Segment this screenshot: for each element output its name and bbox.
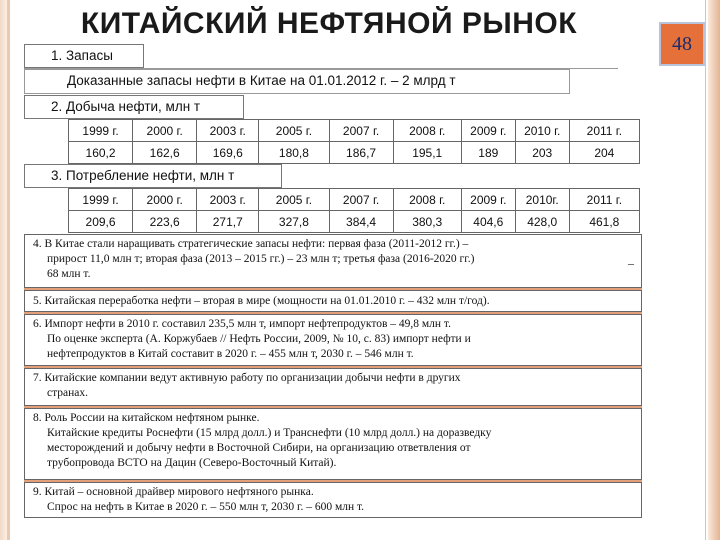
- consumption-year-cell: 2007 г.: [329, 189, 393, 211]
- paragraph-8: [24, 408, 642, 480]
- section-2-heading-text: 2. Добыча нефти, млн т: [51, 99, 201, 114]
- consumption-years-row: [69, 189, 640, 211]
- p7-line: 7. Китайские компании ведут активную работу по организации добычи нефти в других: [33, 372, 461, 384]
- p9-line: Спрос на нефть в Китае в 2020 г. – 550 млн т, 2030 г. – 600 млн т.: [47, 501, 365, 513]
- production-year-cell: 2011 г.: [569, 120, 639, 142]
- p8-line: Китайские кредиты Роснефти (15 млрд долл.) и Транснефти (10 млрд долл.) на доразведку: [47, 427, 492, 439]
- production-year-cell: 2010 г.: [515, 120, 569, 142]
- consumption-year-cell: 2011 г.: [569, 189, 639, 211]
- section-1-text-box: [24, 69, 570, 94]
- production-values-row: [69, 142, 640, 164]
- p8-line: трубопровода ВСТО на Дацин (Северо-Восточный Китай).: [47, 457, 337, 469]
- paragraph-4: [24, 234, 642, 288]
- consumption-year-cell: 2000 г.: [133, 189, 197, 211]
- consumption-value-cell: 209,6: [69, 211, 133, 233]
- production-years-row: [69, 120, 640, 142]
- production-value-cell: 186,7: [329, 142, 393, 164]
- p6-line: нефтепродуктов в Китай составит в 2020 г. – 455 млн т, 2030 г. – 546 млн т.: [47, 348, 414, 360]
- production-year-cell: 2007 г.: [329, 120, 393, 142]
- production-year-cell: 1999 г.: [69, 120, 133, 142]
- page-title: КИТАЙСКИЙ НЕФТЯНОЙ РЫНОК: [80, 7, 578, 40]
- p6-line: 6. Импорт нефти в 2010 г. составил 235,5 млн т, импорт нефтепродуктов – 49,8 млн т.: [33, 318, 451, 330]
- paragraph-6: [24, 314, 642, 366]
- production-value-cell: 160,2: [69, 142, 133, 164]
- right-border-line: [705, 0, 706, 540]
- consumption-value-cell: 327,8: [259, 211, 329, 233]
- left-border-line: [7, 0, 10, 540]
- consumption-year-cell: 2003 г.: [197, 189, 259, 211]
- right-border: [708, 0, 720, 540]
- section-1-heading-text: 1. Запасы: [51, 48, 113, 63]
- p8-line: месторождений и добычу нефти в Восточной Сибири, на организацию ответвления от: [47, 442, 471, 454]
- production-value-cell: 195,1: [393, 142, 461, 164]
- production-year-cell: 2003 г.: [197, 120, 259, 142]
- p8-line: 8. Роль России на китайском нефтяном рынке.: [33, 412, 260, 424]
- section-1-heading: [24, 44, 144, 68]
- consumption-value-cell: 404,6: [461, 211, 515, 233]
- production-year-cell: 2005 г.: [259, 120, 329, 142]
- production-year-cell: 2008 г.: [393, 120, 461, 142]
- production-value-cell: 169,6: [197, 142, 259, 164]
- production-value-cell: 180,8: [259, 142, 329, 164]
- p4-line: 68 млн т.: [47, 268, 91, 280]
- paragraph-4-dash: –: [628, 256, 634, 270]
- consumption-year-cell: 2009 г.: [461, 189, 515, 211]
- consumption-year-cell: 1999 г.: [69, 189, 133, 211]
- paragraph-5: [24, 290, 642, 312]
- consumption-value-cell: 271,7: [197, 211, 259, 233]
- page-number: 48: [672, 33, 692, 55]
- section-3-heading: [24, 164, 282, 188]
- section-3-heading-text: 3. Потребление нефти, млн т: [51, 168, 235, 183]
- left-border: [0, 0, 7, 540]
- paragraph-7: [24, 368, 642, 406]
- consumption-value-cell: 223,6: [133, 211, 197, 233]
- production-table: [68, 119, 640, 164]
- production-value-cell: 189: [461, 142, 515, 164]
- consumption-year-cell: 2008 г.: [393, 189, 461, 211]
- p6-line: По оценке эксперта (А. Коржубаев // Нефть России, 2009, № 10, с. 83) импорт нефти и: [47, 333, 471, 345]
- p4-line: 4. В Китае стали наращивать стратегические запасы нефти: первая фаза (2011-2012 гг.) –: [33, 238, 469, 250]
- production-year-cell: 2000 г.: [133, 120, 197, 142]
- reserves-text: Доказанные запасы нефти в Китае на 01.01.2012 г. – 2 млрд т: [67, 73, 456, 88]
- production-year-cell: 2009 г.: [461, 120, 515, 142]
- consumption-value-cell: 461,8: [569, 211, 639, 233]
- consumption-values-row: [69, 211, 640, 233]
- page-number-badge: [659, 22, 705, 66]
- consumption-value-cell: 380,3: [393, 211, 461, 233]
- paragraph-9: [24, 482, 642, 518]
- consumption-year-cell: 2005 г.: [259, 189, 329, 211]
- consumption-year-cell: 2010г.: [515, 189, 569, 211]
- p4-line: прирост 11,0 млн т; вторая фаза (2013 – 2015 гг.) – 23 млн т; третья фаза (2016-2020 гг.): [47, 253, 475, 265]
- consumption-value-cell: 384,4: [329, 211, 393, 233]
- p9-line: 9. Китай – основной драйвер мирового нефтяного рынка.: [33, 486, 314, 498]
- consumption-value-cell: 428,0: [515, 211, 569, 233]
- production-value-cell: 162,6: [133, 142, 197, 164]
- p7-line: странах.: [47, 387, 89, 399]
- production-value-cell: 204: [569, 142, 639, 164]
- p5-line: 5. Китайская переработка нефти – вторая в мире (мощности на 01.01.2010 г. – 432 млн т/год).: [33, 295, 490, 307]
- consumption-table: [68, 188, 640, 233]
- production-value-cell: 203: [515, 142, 569, 164]
- section-2-heading: [24, 95, 244, 119]
